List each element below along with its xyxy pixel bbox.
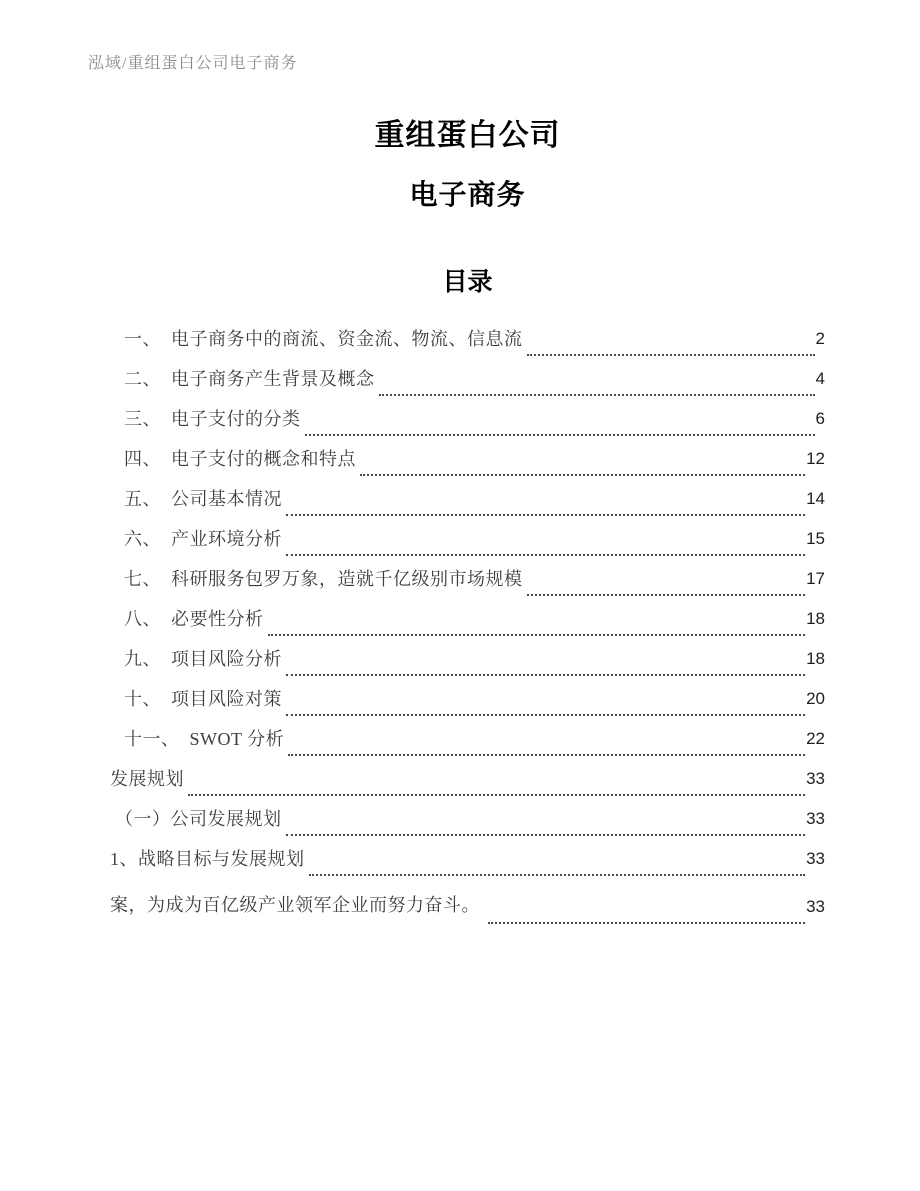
doc-title-line1: 重组蛋白公司 xyxy=(374,119,561,152)
toc-entry-number: 十、 xyxy=(124,689,161,710)
page-header-text: 泓域/重组蛋白公司电子商务 xyxy=(88,55,298,72)
toc-entry-7[interactable] xyxy=(110,556,825,596)
doc-title-line2: 电子商务 xyxy=(409,179,526,210)
toc-entry-number: 五、 xyxy=(124,489,161,510)
document-content xyxy=(110,0,825,924)
toc-dot-leader xyxy=(288,728,805,756)
toc-page-number: 15 xyxy=(806,529,825,549)
toc-entry-label-line2: 案，为成为百亿级产业领军企业而努力奋斗。 33 xyxy=(110,879,825,924)
toc-page-number: 33 xyxy=(806,769,825,789)
toc-dot-leader xyxy=(488,893,805,924)
toc-dot-leader xyxy=(360,448,805,476)
toc-entry-6[interactable] xyxy=(110,516,825,556)
toc-entry-number: 三、 xyxy=(124,409,161,430)
toc-page-number: 20 xyxy=(806,689,825,709)
toc-heading: 目录 xyxy=(442,267,493,296)
toc-entry-label: 1、战略目标与发展规划 xyxy=(110,849,305,870)
toc-entry-13[interactable] xyxy=(110,796,825,836)
toc-dot-leader xyxy=(286,488,805,516)
toc-dot-leader xyxy=(286,808,806,836)
toc-dot-leader xyxy=(268,608,806,636)
toc-page-number: 6 xyxy=(815,409,825,429)
toc-entry-number: 九、 xyxy=(124,649,161,670)
toc-entry-8[interactable] xyxy=(110,596,825,636)
toc-dot-leader xyxy=(305,408,815,436)
toc-entry-number: 七、 xyxy=(124,569,161,590)
toc-entry-9[interactable] xyxy=(110,636,825,676)
toc-entry-label: 项目风险对策 xyxy=(171,689,282,710)
toc-page-number: 22 xyxy=(806,729,825,749)
toc-entry-number: 八、 xyxy=(124,609,161,630)
toc-dot-leader xyxy=(286,688,805,716)
toc-page-number: 18 xyxy=(806,649,825,669)
toc-dot-leader xyxy=(188,768,805,796)
toc-page-number: 2 xyxy=(815,329,825,349)
toc-page-number: 14 xyxy=(806,489,825,509)
toc-entry-number: 十一、 xyxy=(124,729,180,750)
toc-entry-label: 公司基本情况 xyxy=(171,489,282,510)
toc-entry-label: 必要性分析 xyxy=(171,609,264,630)
toc-page-number: 4 xyxy=(815,369,825,389)
toc-entry-5[interactable] xyxy=(110,476,825,516)
toc-entry-label: 科研服务包罗万象，造就千亿级别市场规模 xyxy=(171,569,523,590)
toc-list xyxy=(110,316,825,924)
toc-dot-leader xyxy=(379,368,815,396)
toc-entry-number: 二、 xyxy=(124,369,161,390)
toc-entry-label: 电子支付的分类 xyxy=(171,409,301,430)
toc-page-number: 18 xyxy=(806,609,825,629)
toc-page-number: 33 xyxy=(806,897,825,917)
toc-page-number: 33 xyxy=(806,849,825,869)
toc-dot-leader xyxy=(286,648,805,676)
toc-dot-leader xyxy=(527,328,815,356)
toc-entry-2[interactable] xyxy=(110,356,825,396)
toc-entry-12[interactable] xyxy=(110,756,825,796)
toc-entry-1[interactable] xyxy=(110,316,825,356)
toc-page-number: 33 xyxy=(806,809,825,829)
toc-entry-label: （一）公司发展规划 xyxy=(115,809,282,830)
toc-dot-leader xyxy=(309,848,806,876)
toc-entry-number: 四、 xyxy=(124,449,161,470)
toc-entry-11[interactable] xyxy=(110,716,825,756)
toc-entry-4[interactable] xyxy=(110,436,825,476)
toc-entry-number: 六、 xyxy=(124,529,161,550)
toc-entry-10[interactable] xyxy=(110,676,825,716)
toc-entry-label: 产业环境分析 xyxy=(171,529,282,550)
toc-entry-number: 一、 xyxy=(124,329,161,350)
toc-entry-label: SWOT 分析 xyxy=(189,729,285,750)
toc-dot-leader xyxy=(286,528,805,556)
toc-entry-label: 电子商务中的商流、资金流、物流、信息流 xyxy=(171,329,523,350)
toc-entry-15[interactable] xyxy=(110,879,825,924)
toc-page-number: 17 xyxy=(806,569,825,589)
toc-page-number: 12 xyxy=(806,449,825,469)
toc-entry-3[interactable] xyxy=(110,396,825,436)
toc-entry-label: 电子商务产生背景及概念 xyxy=(171,369,375,390)
toc-entry-label: 发展规划 xyxy=(110,769,184,790)
toc-entry-label: 电子支付的概念和特点 xyxy=(171,449,356,470)
toc-entry-label: 项目风险分析 xyxy=(171,649,282,670)
toc-entry-14[interactable] xyxy=(110,836,825,876)
toc-dot-leader xyxy=(527,568,806,596)
